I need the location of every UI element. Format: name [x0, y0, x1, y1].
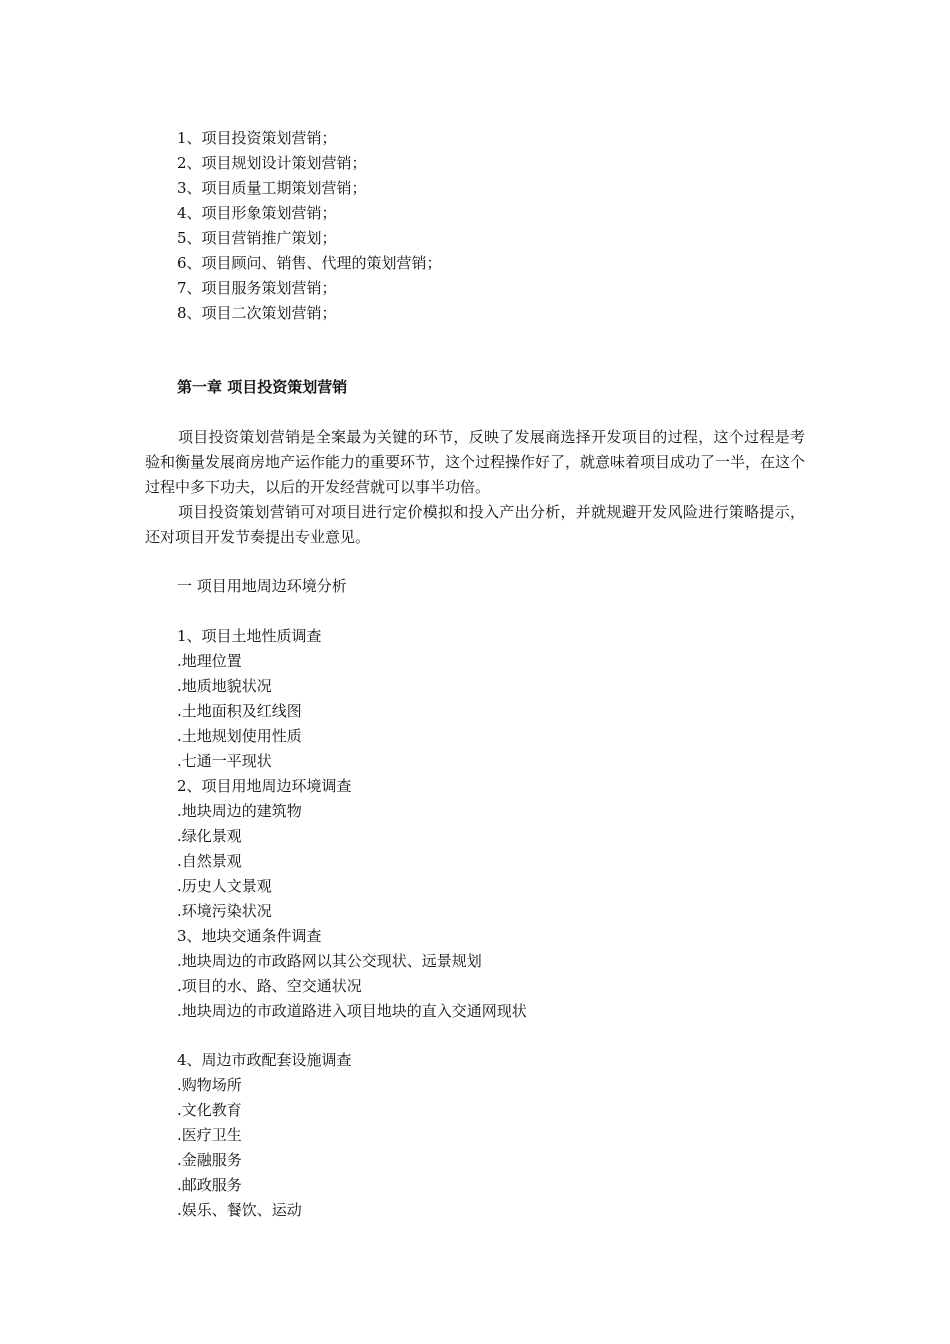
chapter-title: 第一章 项目投资策划营销 [177, 378, 348, 396]
list-item: .自然景观 [177, 852, 242, 870]
list-item: .邮政服务 [177, 1176, 242, 1194]
list-item: .娱乐、餐饮、运动 [177, 1201, 302, 1219]
toc-item: 7、项目服务策划营销； [177, 279, 337, 297]
list-item: .土地面积及红线图 [177, 702, 302, 720]
toc-item: 5、项目营销推广策划； [177, 229, 337, 247]
list-item: .购物场所 [177, 1076, 242, 1094]
list-item: .项目的水、路、空交通状况 [177, 977, 362, 995]
list-item: .文化教育 [177, 1101, 242, 1119]
toc-item: 6、项目顾问、销售、代理的策划营销； [177, 254, 442, 272]
list-item: .地块周边的建筑物 [177, 802, 302, 820]
list-item: .地质地貌状况 [177, 677, 272, 695]
toc-item: 4、项目形象策划营销； [177, 204, 337, 222]
toc-item: 1、项目投资策划营销； [177, 129, 337, 147]
list-item: .地理位置 [177, 652, 242, 670]
subsection-title: 2、项目用地周边环境调查 [177, 777, 352, 795]
toc-item: 2、项目规划设计策划营销； [177, 154, 367, 172]
toc-item: 8、项目二次策划营销； [177, 304, 337, 322]
list-item: .土地规划使用性质 [177, 727, 302, 745]
list-item: .历史人文景观 [177, 877, 272, 895]
section-title: 一 项目用地周边环境分析 [177, 577, 347, 595]
list-item: .金融服务 [177, 1151, 242, 1169]
subsection-title: 1、项目土地性质调查 [177, 627, 322, 645]
list-item: .地块周边的市政路网以其公交现状、远景规划 [177, 952, 482, 970]
list-item: .医疗卫生 [177, 1126, 242, 1144]
chapter-paragraph: 项目投资策划营销是全案最为关键的环节，反映了发展商选择开发项目的过程，这个过程是考验和衡量发展商房地产运作能力的重要环节，这个过程操作好了，就意味着项目成功了一半，在这个过程中多下功夫，以后的开发经营就可以事半功倍。 [145, 428, 806, 496]
list-item: .环境污染状况 [177, 902, 272, 920]
list-item: .七通一平现状 [177, 752, 272, 770]
toc-item: 3、项目质量工期策划营销； [177, 179, 367, 197]
chapter-paragraph: 项目投资策划营销可对项目进行定价模拟和投入产出分析，并就规避开发风险进行策略提示，还对项目开发节奏提出专业意见。 [145, 503, 805, 546]
list-item: .地块周边的市政道路进入项目地块的直入交通网现状 [177, 1002, 527, 1020]
subsection-title: 4、周边市政配套设施调查 [177, 1051, 352, 1069]
list-item: .绿化景观 [177, 827, 242, 845]
subsection-title: 3、地块交通条件调查 [177, 927, 322, 945]
